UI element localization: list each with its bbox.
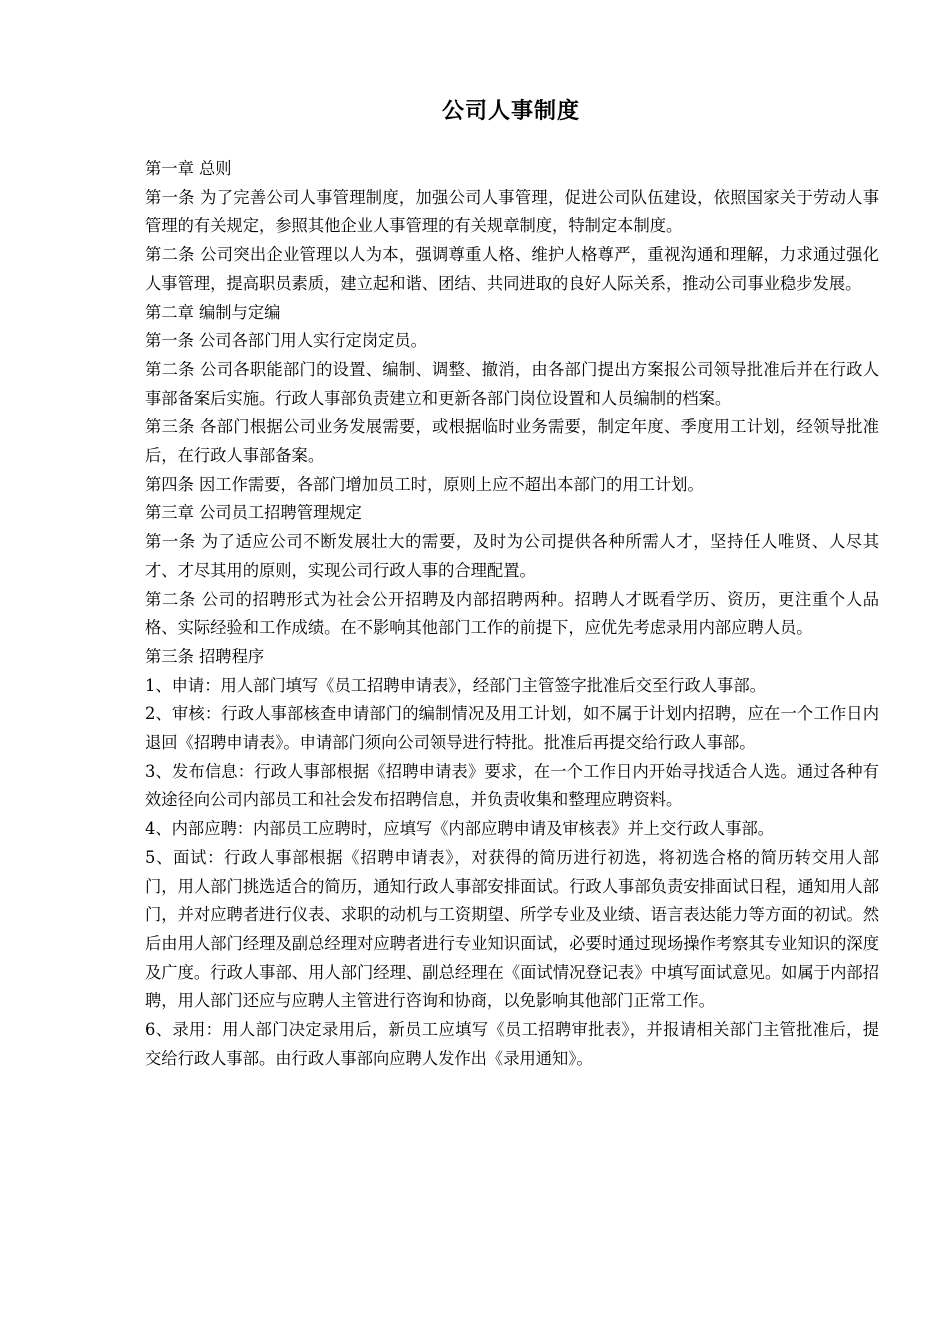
procedure-step: 5、面试：行政人事部根据《招聘申请表》，对获得的简历进行初选，将初选合格的简历转交用人部门，用人部门挑选适合的简历，通知行政人事部安排面试。行政人事部负责安排面试日程，通知用人部门，并对应聘者进行仪表、求职的动机与工资期望、所学专业及业绩、语言表达能力等方面的初试。然后由用人部门经理及副总经理对应聘者进行专业知识面试，必要时通过现场操作考察其专业知识的深度及广度。行政人事部、用人部门经理、副总经理在《面试情况登记表》中填写面试意见。如属于内部招聘，用人部门还应与应聘人主管进行咨询和协商，以免影响其他部门正常工作。 bbox=[145, 847, 879, 1011]
article-paragraph: 第一条 为了完善公司人事管理制度，加强公司人事管理，促进公司队伍建设，依照国家关于劳动人事管理的有关规定，参照其他企业人事管理的有关规章制度，特制定本制度。 bbox=[145, 187, 879, 236]
article-paragraph: 第二条 公司突出企业管理以人为本，强调尊重人格、维护人格尊严，重视沟通和理解，力求通过强化人事管理，提高职员素质，建立起和谐、团结、共同进取的良好人际关系，推动公司事业稳步发展。 bbox=[145, 245, 879, 293]
chapter-heading: 第一章 总则 bbox=[145, 159, 232, 178]
article-paragraph: 第二条 公司的招聘形式为社会公开招聘及内部招聘两种。招聘人才既看学历、资历，更注重个人品格、实际经验和工作成绩。在不影响其他部门工作的前提下，应优先考虑录用内部应聘人员。 bbox=[145, 589, 879, 638]
procedure-step: 1、申请：用人部门填写《员工招聘申请表》，经部门主管签字批准后交至行政人事部。 bbox=[145, 675, 766, 695]
article-paragraph: 第三条 各部门根据公司业务发展需要，或根据临时业务需要，制定年度、季度用工计划，经领导批准后，在行政人事部备案。 bbox=[145, 417, 879, 466]
procedure-step: 3、发布信息：行政人事部根据《招聘申请表》要求，在一个工作日内开始寻找适合人选。通过各种有效途径向公司内部员工和社会发布招聘信息，并负责收集和整理应聘资料。 bbox=[145, 761, 879, 810]
procedure-step: 2、审核：行政人事部核查申请部门的编制情况及用工计划，如不属于计划内招聘，应在一个工作日内退回《招聘申请表》。申请部门须向公司领导进行特批。批准后再提交给行政人事部。 bbox=[145, 704, 879, 753]
chapter-heading: 第二章 编制与定编 bbox=[145, 302, 281, 322]
article-paragraph: 第一条 公司各部门用人实行定岗定员。 bbox=[145, 331, 427, 351]
document-title: 公司人事制度 bbox=[441, 98, 580, 124]
article-paragraph: 第一条 为了适应公司不断发展壮大的需要，及时为公司提供各种所需人才，坚持任人唯贤、人尽其才、才尽其用的原则，实现公司行政人事的合理配置。 bbox=[145, 532, 879, 580]
article-paragraph: 第三条 招聘程序 bbox=[145, 646, 265, 666]
document-body bbox=[145, 155, 879, 1074]
chapter-heading: 第三章 公司员工招聘管理规定 bbox=[145, 503, 362, 523]
procedure-step: 6、录用：用人部门决定录用后，新员工应填写《员工招聘审批表》，并报请相关部门主管批准后，提交给行政人事部。由行政人事部向应聘人发作出《录用通知》。 bbox=[145, 1020, 879, 1068]
article-paragraph: 第四条 因工作需要，各部门增加员工时，原则上应不超出本部门的用工计划。 bbox=[145, 474, 704, 494]
article-paragraph: 第二条 公司各职能部门的设置、编制、调整、撤消，由各部门提出方案报公司领导批准后并在行政人事部备案后实施。行政人事部负责建立和更新各部门岗位设置和人员编制的档案。 bbox=[145, 359, 879, 408]
procedure-step: 4、内部应聘：内部员工应聘时，应填写《内部应聘申请及审核表》并上交行政人事部。 bbox=[145, 819, 775, 839]
